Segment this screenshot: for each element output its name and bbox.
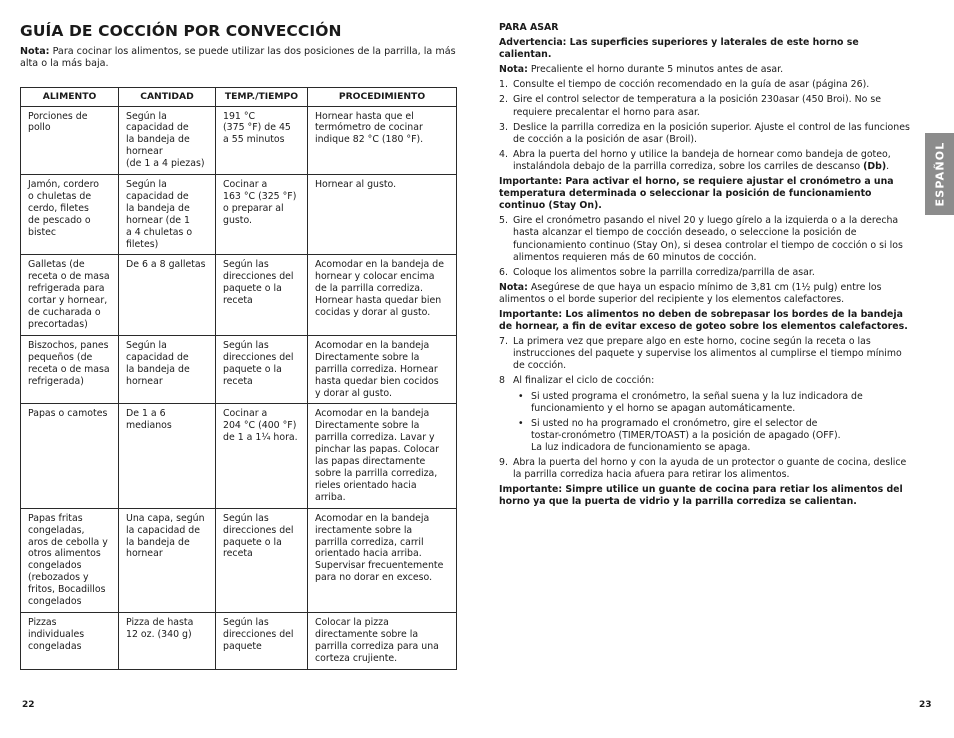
section-heading: PARA ASAR xyxy=(499,22,559,33)
table-cell: De 6 a 8 galletas xyxy=(119,255,216,335)
important-note-timer: Importante: Para activar el horno, se requiere ajustar el cronómetro a una temperatura determinada o seleccionar la posición de funcionamiento continuo (Stay On). xyxy=(499,176,894,212)
table-cell: Cocinar a 204 °C (400 °F) de 1 a 1¼ hora. xyxy=(216,404,308,508)
column-header-food: ALIMENTO xyxy=(21,87,119,106)
important-note-glove: Importante: Simpre utilice un guante de cocina para retiar los alimentos del horno ya que la puerta de vidrio y la parrilla corrediza se calientan. xyxy=(499,484,903,508)
preheat-note: Nota: Precaliente el horno durante 5 minutos antes de asar. xyxy=(499,64,784,76)
table-row xyxy=(21,255,457,335)
table-cell: Papas fritas congeladas, aros de cebolla y otros alimentos congelados (rebozados y fritos, Bocadillos congelados xyxy=(21,508,119,612)
step-1: 1. Consulte el tiempo de cocción recomendado en la guía de asar (página 26). xyxy=(499,79,870,91)
table-cell: Galletas (de receta o de masa refrigerada para cortar y hornear, de cucharada o precortadas) xyxy=(21,255,119,335)
page-number-left: 22 xyxy=(22,700,35,710)
column-header-quantity: CANTIDAD xyxy=(119,87,216,106)
warning-text: Advertencia: Las superficies superiores y laterales de este horno se calientan. xyxy=(499,37,859,61)
table-cell: Según la capacidad de la bandeja de hornear (de 1 a 4 piezas) xyxy=(119,106,216,175)
table-cell: Cocinar a 163 °C (325 °F) o preparar al gusto. xyxy=(216,175,308,255)
column-header-procedure: PROCEDIMIENTO xyxy=(308,87,457,106)
left-page xyxy=(20,22,456,670)
language-tab xyxy=(925,133,954,215)
table-cell: Pizzas individuales congeladas xyxy=(21,612,119,669)
table-row xyxy=(21,612,457,669)
intro-note xyxy=(20,46,456,71)
note-text: Para cocinar los alimentos, se puede utilizar las dos posiciones de la parrilla, la más alta o la más baja. xyxy=(20,46,456,70)
table-cell: Pizza de hasta 12 oz. (340 g) xyxy=(119,612,216,669)
note-label: Nota: xyxy=(20,46,50,57)
table-cell: Según las direcciones del paquete o la receta xyxy=(216,508,308,612)
table-cell: Según la capacidad de la bandeja de hornear xyxy=(119,335,216,404)
table-cell: Una capa, según la capacidad de la bandeja de hornear xyxy=(119,508,216,612)
language-tab-label: ESPAÑOL xyxy=(933,141,946,207)
convection-cooking-table xyxy=(20,87,457,670)
table-row xyxy=(21,404,457,508)
bullet-icon: • xyxy=(518,417,524,429)
bullet-icon: • xyxy=(518,390,524,402)
table-cell: Según las direcciones del paquete o la receta xyxy=(216,255,308,335)
table-cell: Papas o camotes xyxy=(21,404,119,508)
table-cell: Según la capacidad de la bandeja de hornear (de 1 a 4 chuletas o filetes) xyxy=(119,175,216,255)
table-row xyxy=(21,106,457,175)
right-page xyxy=(499,22,913,511)
table-cell: Biszochos, panes pequeños (de receta o de masa refrigerada) xyxy=(21,335,119,404)
table-cell: 191 °C (375 °F) de 45 a 55 minutos xyxy=(216,106,308,175)
step-4: 4. Abra la puerta del horno y utilice la bandeja de hornear como bandeja de goteo, instalándola debajo de la parrilla corrediza, sobre los carriles de descanso (Db). xyxy=(499,148,891,172)
step-3: 3. Deslice la parrilla corrediza en la posición superior. Ajuste el control de las funciones de cocción a la posición de asar (Broil). xyxy=(499,121,910,145)
table-row xyxy=(21,508,457,612)
table-cell: De 1 a 6 medianos xyxy=(119,404,216,508)
table-cell: Hornear hasta que el termómetro de cocinar indique 82 °C (180 °F). xyxy=(308,106,457,175)
step-8: 8 Al finalizar el ciclo de cocción: xyxy=(499,375,655,387)
step-7: 7. La primera vez que prepare algo en este horno, cocine según la receta o las instrucciones del paquete y supervise los alimentos al cumplirse el tiempo mínimo de cocción. xyxy=(499,336,902,372)
step-5: 5. Gire el cronómetro pasando el nivel 20 y luego gírelo a la izquierda o a la derecha hasta alcanzar el tiempo de cocción deseado, o seleccione la posición de funcionamiento continuo (Stay On), si desea controlar el tiempo de cocción o si los alimentos requieren más de 60 minutos de cocción. xyxy=(499,215,903,263)
table-cell: Jamón, cordero o chuletas de cerdo, filetes de pescado o bistec xyxy=(21,175,119,255)
table-cell: Porciones de pollo xyxy=(21,106,119,175)
table-cell: Colocar la pizza directamente sobre la parrilla corrediza para una corteza crujiente. xyxy=(308,612,457,669)
table-header-row xyxy=(21,87,457,106)
bullet-item-timer-not-set: • Si usted no ha programado el cronómetro, gire el selector de tostar-cronómetro (TIMER/TOAST) a la posición de apagado (OFF). La luz indicadora de funcionamiento se apaga. xyxy=(518,417,841,453)
spacing-note: Nota: Asegúrese de que haya un espacio mínimo de 3,81 cm (1½ pulg) entre los alimentos o el borde superior del recipiente y los elementos calefactores. xyxy=(499,281,882,305)
table-cell: Hornear al gusto. xyxy=(308,175,457,255)
bullet-item-timer-set: • Si usted programa el cronómetro, la señal suena y la luz indicadora de funcionamiento y el horno se apagan automáticamente. xyxy=(518,390,863,414)
page-number-right: 23 xyxy=(919,700,932,710)
step-6: 6. Coloque los alimentos sobre la parrilla corrediza/parrilla de asar. xyxy=(499,266,815,278)
table-cell: Acomodar en la bandeja irectamente sobre la parrilla corrediza, carril orientado hacia arriba. Supervisar frecuentemente para no dorar en exceso. xyxy=(308,508,457,612)
table-row xyxy=(21,175,457,255)
table-cell: Acomodar en la bandeja de hornear y colocar encima de la parrilla corrediza. Hornear hasta quedar bien cocidas y dorar al gusto. xyxy=(308,255,457,335)
table-cell: Según las direcciones del paquete xyxy=(216,612,308,669)
table-cell: Según las direcciones del paquete o la receta xyxy=(216,335,308,404)
important-note-edges: Importante: Los alimentos no deben de sobrepasar los bordes de la bandeja de hornear, a fin de evitar exceso de goteo sobre los elementos calefactores. xyxy=(499,308,908,333)
page-title: GUÍA DE COCCIÓN POR CONVECCIÓN xyxy=(20,22,342,40)
step-2: 2. Gire el control selector de temperatura a la posición 230asar (450 Broi). No se requiere precalentar el horno para asar. xyxy=(499,94,882,118)
table-cell: Acomodar en la bandeja Directamente sobre la parrilla corrediza. Lavar y pinchar las papas. Colocar las papas directamente sobre la parrilla corrediza, rieles orientado hacia arriba. xyxy=(308,404,457,508)
column-header-temp-time: TEMP./TIEMPO xyxy=(216,87,308,106)
table-cell: Acomodar en la bandeja Directamente sobre la parrilla corrediza. Hornear hasta quedar bien cocidos y dorar al gusto. xyxy=(308,335,457,404)
step-9: 9. Abra la puerta del horno y con la ayuda de un protector o guante de cocina, deslice la parrilla corrediza hacia afuera para retirar los alimentos. xyxy=(499,457,907,481)
table-row xyxy=(21,335,457,404)
